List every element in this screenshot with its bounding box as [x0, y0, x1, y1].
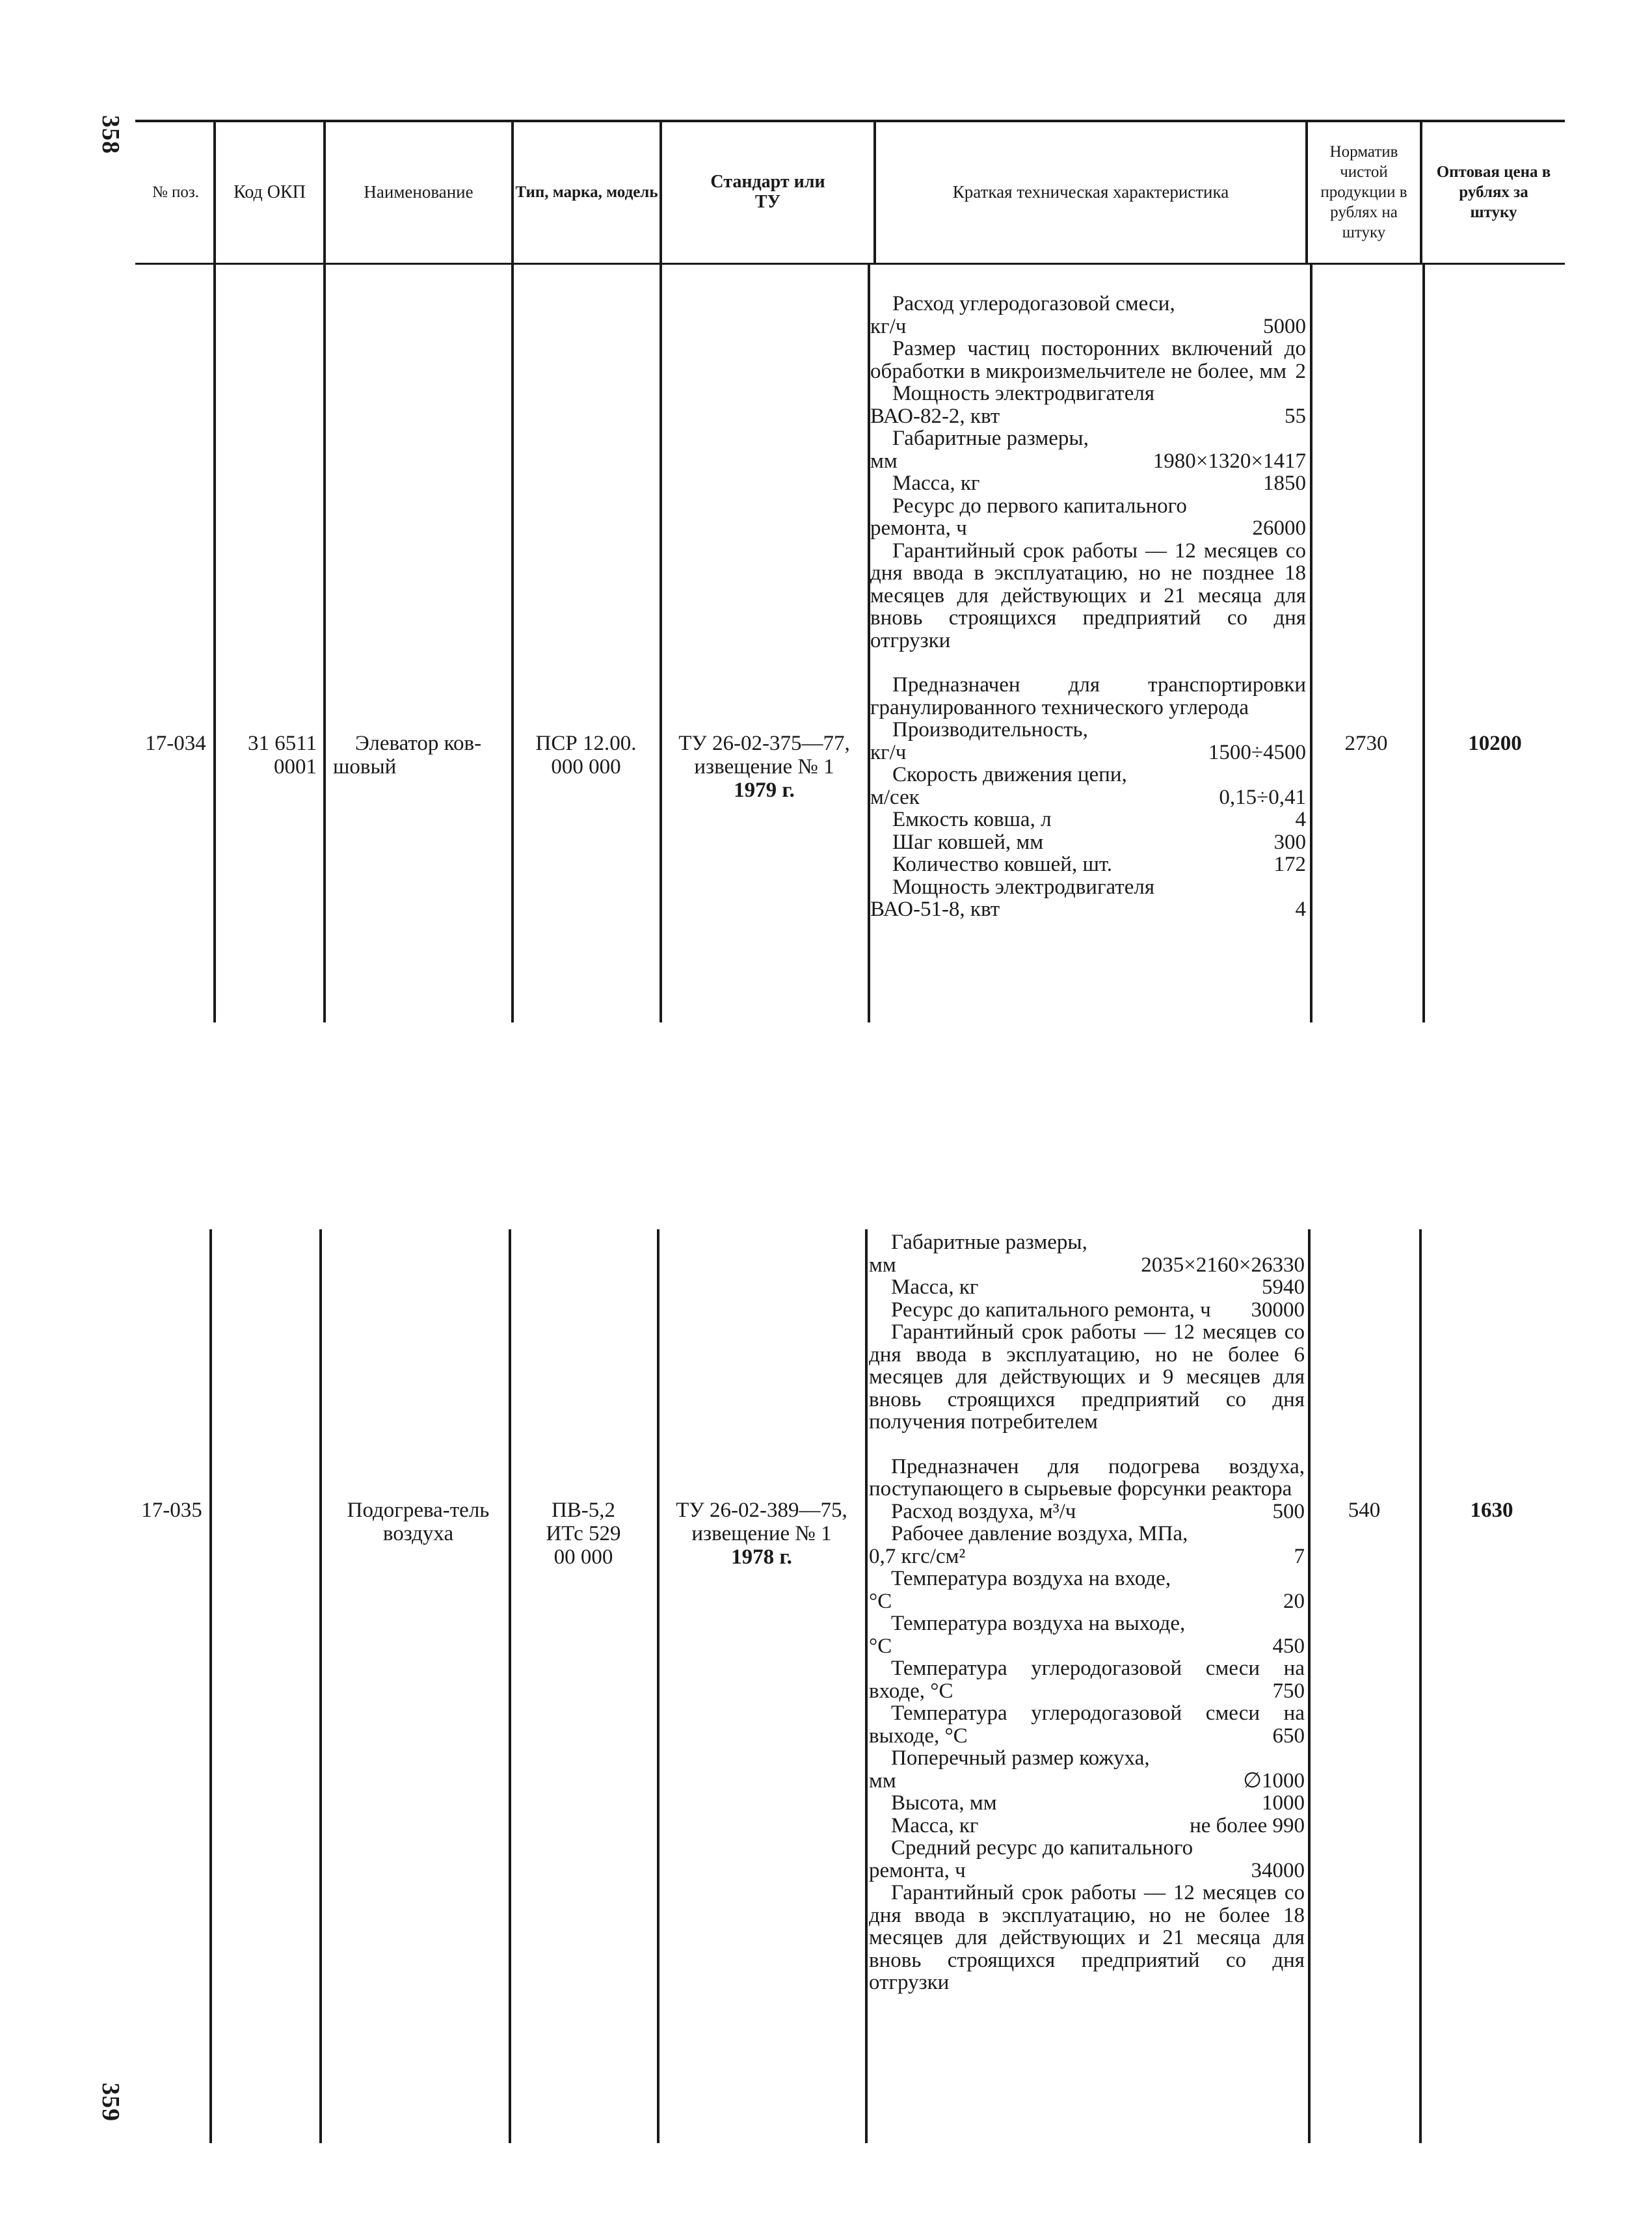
spec-line: Ресурс до первого капитального: [892, 494, 1187, 518]
spec-value: не более 990: [1190, 1813, 1305, 1837]
spec-value: 5000: [1263, 314, 1306, 338]
spec-line: Производительность,: [892, 718, 1088, 741]
spec-line: Скорость движения цепи,: [892, 763, 1127, 786]
spec-label: °С: [869, 1589, 892, 1613]
spec-value: 1850: [1263, 472, 1306, 495]
spec-line: Температура воздуха на выходе,: [891, 1612, 1186, 1635]
spec-value: 1000: [1262, 1791, 1305, 1815]
spec-value: 300: [1273, 830, 1306, 854]
row-model: [514, 1499, 653, 1569]
spec-line: [870, 741, 1306, 764]
body-divider: [659, 265, 662, 1022]
row-norm: 2730: [1344, 732, 1388, 755]
page-number-left: 358: [97, 115, 124, 154]
model-line: 000 000: [551, 755, 621, 779]
standard-line: ТУ 26-02-389—75,: [676, 1499, 847, 1522]
spec-label: мм: [870, 449, 898, 473]
spec-line: [869, 1657, 1305, 1702]
spec-value: 500: [1272, 1499, 1305, 1523]
spec-label: мм: [869, 1253, 896, 1277]
model-line: ПВ-5,2: [551, 1499, 616, 1522]
spec-label: ВАО-51-8, квт: [870, 898, 1000, 921]
spec-label: кг/ч: [870, 740, 907, 764]
spec-value: 2035×2160×26330: [1141, 1253, 1305, 1277]
spec-value: 4: [1295, 808, 1306, 831]
spec-value: 1980×1320×1417: [1152, 449, 1306, 473]
spec-line: [869, 1299, 1305, 1322]
standard-line: 1979 г.: [734, 779, 795, 802]
header-norm: Норматив чистой продукции в рублях на штуку: [1320, 142, 1407, 241]
spec-label: Температура углеродогазовой смеси на входе, °С: [869, 1657, 1305, 1703]
row-okp: [229, 732, 317, 779]
body-divider: [213, 265, 216, 1022]
spec-value: 34000: [1251, 1858, 1305, 1882]
spec-line: Мощность электродвигателя: [892, 875, 1155, 899]
spec-line: Предназначен для подогрева воздуха, поступающего в сырьевые форсунки реактора: [869, 1454, 1305, 1501]
spec-label: Температура углеродогазовой смеси на выходе, °С: [869, 1702, 1305, 1748]
spec-label: мм: [869, 1769, 896, 1793]
spec-line: [870, 450, 1306, 473]
spec-label: ремонта, ч: [870, 516, 967, 540]
spec-line: Гарантийный срок работы — 12 месяцев со дня ввода в эксплуатацию, но не позднее 18 месяцев для действующих и 21 месяца для вновь строящихся предприятий со дня отгрузки: [870, 539, 1306, 652]
spec-label: °С: [869, 1634, 892, 1658]
spec-value: 172: [1273, 853, 1306, 876]
spec-line: [870, 405, 1306, 428]
spec-line: Мощность электродвигателя: [892, 382, 1155, 405]
spec-label: Количество ковшей, шт.: [892, 853, 1113, 876]
spec-line: [869, 1792, 1305, 1815]
body-divider: [209, 1229, 212, 2143]
spec-value: 5940: [1262, 1275, 1305, 1299]
body-divider: [319, 1229, 322, 2143]
spec-line: Габаритные размеры,: [892, 427, 1089, 450]
spec-line: [869, 1545, 1305, 1568]
spec-line: [870, 808, 1306, 831]
body-divider: [1422, 265, 1425, 1022]
body-divider: [657, 1229, 659, 2143]
spec-line: [869, 1254, 1305, 1277]
header-bottom-rule: [135, 263, 1565, 265]
row-price: 10200: [1468, 732, 1522, 755]
spec-line: [870, 315, 1306, 338]
model-line: ИТс 529: [546, 1522, 621, 1545]
spec-line: [869, 1501, 1305, 1523]
standard-line: 1978 г.: [731, 1545, 792, 1569]
spec-value: 750: [1272, 1679, 1305, 1703]
spec-value: 4: [1295, 898, 1306, 921]
model-line: 00 000: [553, 1545, 613, 1569]
spec-value: 1500÷4500: [1208, 740, 1306, 764]
spec-line: Габаритные размеры,: [891, 1231, 1087, 1254]
spec-value: 450: [1272, 1634, 1305, 1658]
body-divider: [1419, 1229, 1422, 2143]
spec-label: Масса, кг: [892, 472, 980, 495]
spec-label: кг/ч: [870, 314, 907, 338]
spec-line: [870, 898, 1306, 921]
model-line: ПСР 12.00.: [535, 732, 637, 755]
spec-line: Расход углеродогазовой смеси,: [892, 292, 1175, 315]
body-divider: [509, 1229, 511, 2143]
body-divider: [323, 265, 326, 1022]
spec-value: 7: [1294, 1544, 1305, 1568]
spec-label: Размер частиц посторонних включений до обработки в микроизмельчителе не более, мм: [870, 337, 1306, 383]
spec-value: 55: [1285, 404, 1306, 428]
row-price: 1630: [1470, 1499, 1513, 1522]
standard-line: извещение № 1: [694, 755, 834, 779]
spec-label: Ресурс до капитального ремонта, ч: [891, 1298, 1211, 1322]
row-standard: [662, 732, 866, 802]
spec-line: Предназначен для транспортировки гранулированного технического углерода: [870, 673, 1306, 719]
spec-gap: [870, 652, 1306, 674]
spec-line: [869, 1860, 1305, 1882]
row-pos: 17-035: [141, 1499, 202, 1522]
body-divider: [1308, 1229, 1311, 2143]
row-pos: 17-034: [145, 732, 206, 755]
spec-label: ремонта, ч: [869, 1858, 966, 1882]
spec-line: [870, 853, 1306, 876]
header-okp: Код ОКП: [233, 181, 306, 202]
spec-line: [870, 517, 1306, 540]
row-norm: 540: [1348, 1499, 1381, 1522]
okp-line: 31 6511: [247, 732, 317, 755]
spec-value: 26000: [1252, 516, 1306, 540]
spec-label: ВАО-82-2, квт: [870, 404, 1000, 428]
spec-value: ∅1000: [1243, 1769, 1305, 1793]
spec-line: [870, 831, 1306, 854]
spec-line: [869, 1815, 1305, 1837]
header-top-rule: [135, 120, 1565, 122]
header-specs: Краткая техническая характеристика: [952, 181, 1229, 202]
spec-value: 20: [1283, 1589, 1305, 1613]
spec-label: Масса, кг: [891, 1813, 979, 1837]
spec-label: Емкость ковша, л: [892, 808, 1052, 831]
header-model: Тип, марка, модель: [515, 183, 658, 201]
row-name: Подогрева-тель воздуха: [347, 1499, 490, 1545]
spec-line: Температура воздуха на входе,: [891, 1567, 1171, 1590]
spec-value: 30000: [1251, 1298, 1305, 1322]
spec-label: Шаг ковшей, мм: [892, 830, 1044, 854]
row-standard: [659, 1499, 864, 1569]
spec-line: [869, 1635, 1305, 1658]
row-specs: [870, 293, 1306, 921]
header-name: Наименование: [364, 181, 473, 202]
spec-line: [870, 338, 1306, 382]
spec-line: [869, 1702, 1305, 1747]
spec-line: Гарантийный срок работы — 12 месяцев со дня ввода в эксплуатацию, но не более 18 месяцев для действующих и 21 месяца для вновь строящихся предприятий со дня отгрузки: [869, 1881, 1305, 1994]
page-number-right: 359: [97, 2083, 124, 2122]
header-pos: № поз.: [152, 183, 200, 201]
header-price: Оптовая цена в рублях за штуку: [1436, 163, 1551, 221]
spec-label: Масса, кг: [891, 1275, 979, 1299]
spec-value: 650: [1272, 1724, 1305, 1748]
spec-label: Расход воздуха, м³/ч: [891, 1499, 1076, 1523]
spec-value: 2: [1295, 359, 1306, 383]
spec-line: [869, 1590, 1305, 1613]
standard-line: извещение № 1: [691, 1522, 832, 1545]
row-name: Элеватор ков-шовый: [333, 732, 482, 779]
row-specs: [869, 1231, 1305, 1994]
spec-line: Гарантийный срок работы — 12 месяцев со дня ввода в эксплуатацию, но не более 6 месяцев для действующих и 9 месяцев для вновь строящихся предприятий со дня получения потребителем: [869, 1320, 1305, 1434]
body-divider: [865, 1229, 868, 2143]
spec-label: м/сек: [870, 785, 920, 809]
standard-line: ТУ 26-02-375—77,: [678, 732, 850, 755]
spec-line: Средний ресурс до капитального: [891, 1836, 1193, 1860]
spec-gap: [869, 1434, 1305, 1456]
body-divider: [1310, 265, 1312, 1022]
spec-line: [869, 1276, 1305, 1299]
spec-line: [869, 1770, 1305, 1793]
row-model: [516, 732, 656, 779]
spec-line: [870, 786, 1306, 809]
spec-value: 0,15÷0,41: [1219, 785, 1306, 809]
spec-label: 0,7 кгс/см²: [869, 1544, 966, 1568]
spec-line: Рабочее давление воздуха, МПа,: [891, 1522, 1188, 1545]
header-standard: Стандарт или ТУ: [710, 172, 825, 212]
okp-line: 0001: [274, 755, 317, 779]
spec-line: [870, 472, 1306, 495]
spec-label: Высота, мм: [891, 1791, 997, 1815]
body-divider: [511, 265, 514, 1022]
spec-line: Поперечный размер кожуха,: [891, 1746, 1150, 1770]
